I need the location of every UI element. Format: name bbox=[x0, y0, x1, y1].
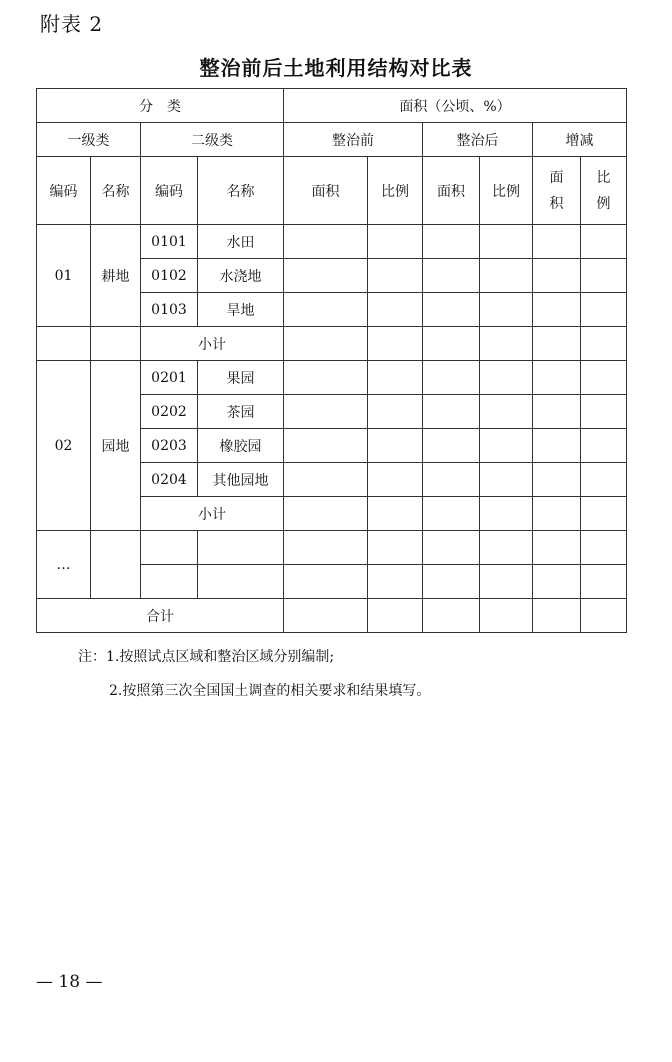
item-name: 茶园 bbox=[198, 395, 284, 429]
subtotal-row bbox=[37, 327, 627, 361]
attachment-label: 附表 2 bbox=[40, 12, 104, 36]
table-row bbox=[37, 225, 627, 259]
header-row-1 bbox=[37, 89, 627, 123]
table-title: 整治前后土地利用结构对比表 bbox=[199, 56, 473, 80]
subtotal-label: 小计 bbox=[141, 497, 284, 531]
note-1: 注：1.按照试点区域和整治区域分别编制; bbox=[78, 649, 335, 665]
after-header: 整治后 bbox=[423, 123, 533, 157]
item-code: 0202 bbox=[141, 395, 198, 429]
group-code: 01 bbox=[37, 225, 91, 327]
item-code: 0101 bbox=[141, 225, 198, 259]
group-name: 耕地 bbox=[91, 225, 141, 327]
item-name: 橡胶园 bbox=[198, 429, 284, 463]
item-name: 水田 bbox=[198, 225, 284, 259]
total-label: 合计 bbox=[37, 599, 284, 633]
level2-name-header: 名称 bbox=[198, 157, 284, 225]
header-row-2 bbox=[37, 123, 627, 157]
land-use-comparison-table bbox=[36, 88, 627, 633]
before-area-header: 面积 bbox=[284, 157, 368, 225]
change-area-header: 面 积 bbox=[533, 157, 581, 225]
item-code: 0201 bbox=[141, 361, 198, 395]
item-name: 旱地 bbox=[198, 293, 284, 327]
item-name: 果园 bbox=[198, 361, 284, 395]
ellipsis-code: … bbox=[37, 531, 91, 599]
note-2: 2.按照第三次全国国土调查的相关要求和结果填写。 bbox=[109, 683, 431, 699]
group-name: 园地 bbox=[91, 361, 141, 531]
after-ratio-header: 比例 bbox=[480, 157, 533, 225]
level2-header: 二级类 bbox=[141, 123, 284, 157]
item-code: 0103 bbox=[141, 293, 198, 327]
level1-code-header: 编码 bbox=[37, 157, 91, 225]
group-code: 02 bbox=[37, 361, 91, 531]
notes bbox=[78, 640, 430, 708]
item-name: 水浇地 bbox=[198, 259, 284, 293]
before-header: 整治前 bbox=[284, 123, 423, 157]
level1-name-header: 名称 bbox=[91, 157, 141, 225]
subtotal-label: 小计 bbox=[141, 327, 284, 361]
after-area-header: 面积 bbox=[423, 157, 480, 225]
total-row bbox=[37, 599, 627, 633]
item-code: 0102 bbox=[141, 259, 198, 293]
change-header: 增减 bbox=[533, 123, 627, 157]
item-code: 0204 bbox=[141, 463, 198, 497]
before-ratio-header: 比例 bbox=[368, 157, 423, 225]
classification-header: 分 类 bbox=[37, 89, 284, 123]
change-ratio-header: 比 例 bbox=[581, 157, 627, 225]
area-header: 面积（公顷、%） bbox=[284, 89, 627, 123]
item-name: 其他园地 bbox=[198, 463, 284, 497]
level2-code-header: 编码 bbox=[141, 157, 198, 225]
level1-header: 一级类 bbox=[37, 123, 141, 157]
item-code: 0203 bbox=[141, 429, 198, 463]
header-row-3 bbox=[37, 157, 627, 225]
table-row bbox=[37, 531, 627, 565]
page-number: — 18 — bbox=[36, 972, 103, 992]
table-row bbox=[37, 361, 627, 395]
